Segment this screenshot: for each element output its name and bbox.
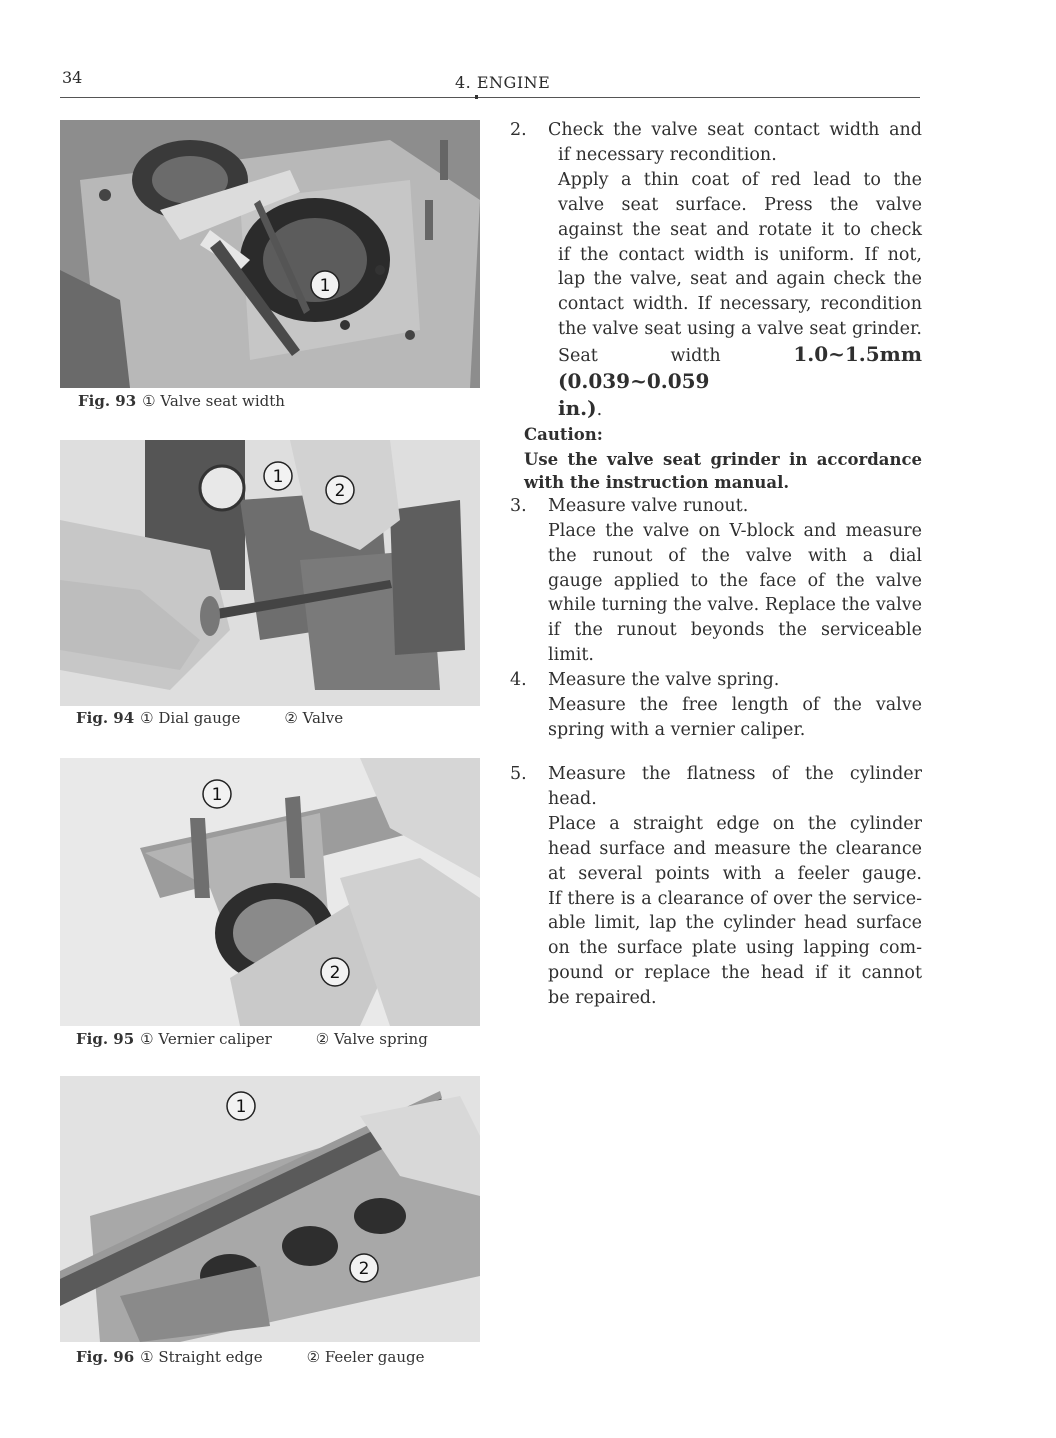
fig-95-caption: Fig. 95 ① Vernier caliper ② Valve spring bbox=[76, 1030, 428, 1048]
fig-95-photo bbox=[60, 758, 480, 1026]
body-text-upper bbox=[510, 118, 922, 743]
step-4: 4. Measure the valve spring. Measure the free length of the valve spring with a vernier caliper. bbox=[510, 670, 922, 740]
page-number: 34 bbox=[62, 68, 83, 87]
fig-96-callout-2 bbox=[344, 1248, 384, 1288]
fig-96-callout-label-1: 1 bbox=[235, 1097, 247, 1117]
fig-96-callout-1 bbox=[221, 1086, 261, 1126]
fig-96-callout-label-2: 2 bbox=[358, 1259, 370, 1279]
caution-title: Caution: bbox=[524, 424, 603, 444]
fig-93-callout-label-1: 1 bbox=[319, 276, 331, 296]
caution-line-1: Use the valve seat grinder in accordance bbox=[524, 449, 922, 469]
fig-96-caption: Fig. 96 ① Straight edge ② Feeler gauge bbox=[76, 1348, 425, 1366]
step-2: 2. Check the valve seat contact width and if necessary recondition. Apply a thin coat of red lead to the valve seat surface. Press the valve against the seat and rotate it to check if the contact width is uniform. If not, lap the valve, seat and again check the contact width. If necessary, recondition the valve seat using a valve seat grinder. Seat width 1.0~1.5mm (0.039~0.059 in.). bbox=[510, 120, 922, 420]
fig-95-callout-1 bbox=[197, 774, 237, 814]
fig-93-callout-1 bbox=[305, 265, 345, 305]
step-5: 5. Measure the flatness of the cylinder head. Place a straight edge on the cylinder head surface and measure the clearance at several points with a feeler gauge. If there is a clearance of over the service- able limit, lap the cylinder head surface on the surface plate using lapping com- pound or replace the head if it cannot be repaired. bbox=[510, 764, 922, 1009]
fig-95-callout-2 bbox=[315, 952, 355, 992]
chapter-title: 4. ENGINE bbox=[455, 73, 551, 92]
fig-93-caption: Fig. 93 ① Valve seat width bbox=[78, 392, 285, 410]
fig-94-callout-label-2: 2 bbox=[334, 481, 346, 501]
fig-94-callout-label-1: 1 bbox=[272, 467, 284, 487]
body-text-lower bbox=[510, 762, 922, 1011]
step-3: 3. Measure valve runout. Place the valve on V-block and measure the runout of the valve with a dial gauge applied to the face of the valve while turning the valve. Replace the valve if the runout beyonds the serviceable limit. bbox=[510, 495, 922, 666]
fig-94-callout-1 bbox=[258, 456, 298, 496]
fig-96-photo bbox=[60, 1076, 480, 1342]
header-rule bbox=[60, 97, 920, 98]
fig-93-photo bbox=[60, 120, 480, 388]
header-rule-mark bbox=[475, 95, 478, 99]
fig-95-callout-label-2: 2 bbox=[329, 963, 341, 983]
fig-95-callout-label-1: 1 bbox=[211, 785, 223, 805]
seat-width-spec: Seat width 1.0~1.5mm (0.039~0.059 bbox=[558, 342, 922, 394]
fig-94-caption: Fig. 94 ① Dial gauge ② Valve bbox=[76, 709, 344, 727]
caution-line-2: with the instruction manual. bbox=[524, 472, 790, 492]
fig-94-callout-2 bbox=[320, 470, 360, 510]
